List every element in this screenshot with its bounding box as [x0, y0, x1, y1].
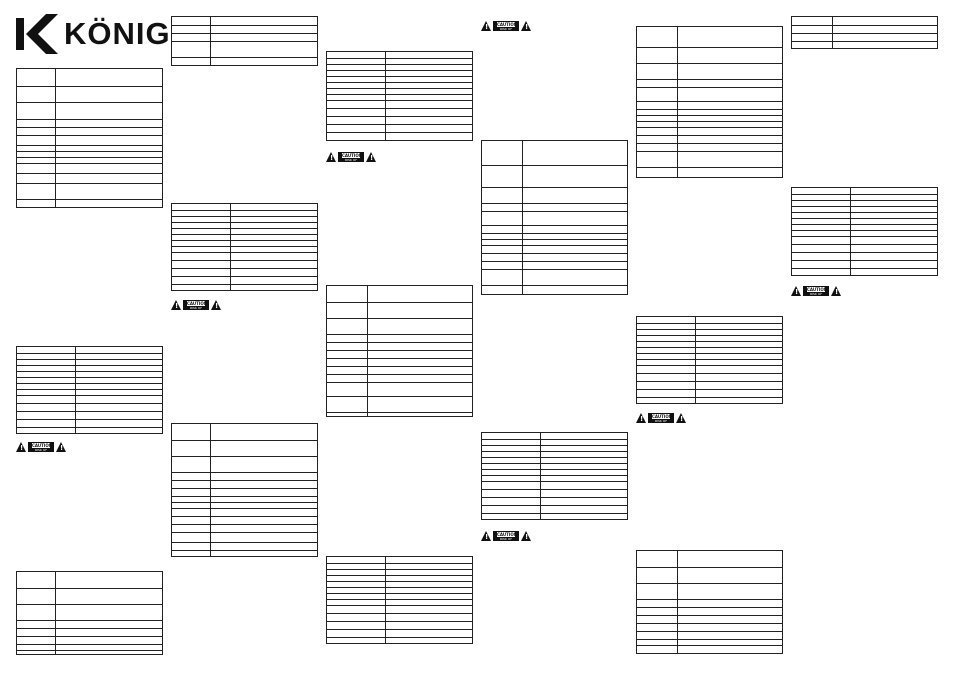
- spec-table: [326, 51, 473, 141]
- caution-label: CAUTION RISK OF ELECTRIC SHOCK: [493, 531, 519, 541]
- spec-table: [16, 68, 163, 208]
- caution-warning: [791, 286, 841, 304]
- warning-triangle-icon: [521, 21, 531, 31]
- spec-table: [171, 423, 318, 557]
- warning-triangle-icon: [211, 300, 221, 310]
- spec-table: [171, 16, 318, 66]
- warning-triangle-icon: [16, 442, 26, 452]
- spec-table: [791, 187, 938, 276]
- warning-triangle-icon: [171, 300, 181, 310]
- caution-warning: [481, 531, 531, 549]
- warning-triangle-icon: [326, 152, 336, 162]
- spec-table: [636, 26, 783, 178]
- warning-triangle-icon: [636, 413, 646, 423]
- caution-label: CAUTION RISK OF ELECTRIC SHOCK: [28, 442, 54, 452]
- spec-table: [326, 285, 473, 417]
- warning-triangle-icon: [521, 531, 531, 541]
- caution-label: CAUTION RISK OF ELECTRIC SHOCK: [648, 413, 674, 423]
- spec-table: [481, 140, 628, 295]
- warning-triangle-icon: [481, 531, 491, 541]
- caution-warning: [171, 300, 221, 318]
- spec-table: [171, 203, 318, 291]
- warning-triangle-icon: [676, 413, 686, 423]
- spec-table: [481, 432, 628, 520]
- spec-table: [636, 550, 783, 654]
- caution-label: CAUTION RISK OF ELECTRIC SHOCK: [338, 152, 364, 162]
- spec-table: [636, 316, 783, 404]
- brand-name: KÖNIG: [64, 16, 171, 51]
- warning-triangle-icon: [831, 286, 841, 296]
- caution-label: CAUTION RISK OF ELECTRIC SHOCK: [803, 286, 829, 296]
- spec-table: [16, 346, 163, 434]
- caution-warning: [636, 413, 686, 431]
- spec-table: [326, 556, 473, 644]
- caution-warning: [16, 442, 66, 460]
- warning-triangle-icon: [481, 21, 491, 31]
- caution-label: CAUTION RISK OF ELECTRIC SHOCK: [183, 300, 209, 310]
- konig-logo: [16, 14, 171, 56]
- caution-warning: [481, 21, 531, 39]
- caution-warning: [326, 152, 376, 170]
- k-emblem-icon: [16, 14, 60, 54]
- warning-triangle-icon: [791, 286, 801, 296]
- warning-triangle-icon: [366, 152, 376, 162]
- warning-triangle-icon: [56, 442, 66, 452]
- spec-table: [791, 16, 938, 49]
- caution-label: CAUTION RISK OF ELECTRIC SHOCK: [493, 21, 519, 31]
- spec-table: [16, 571, 163, 655]
